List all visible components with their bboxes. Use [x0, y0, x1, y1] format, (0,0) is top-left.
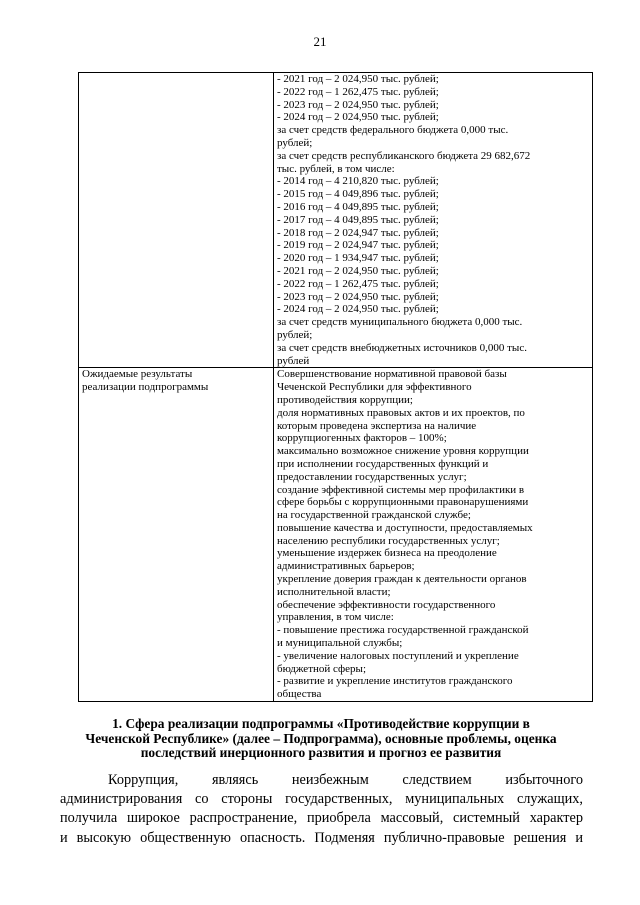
- result-line: создание эффективной системы мер профилактики в: [277, 483, 525, 496]
- results-label-line: реализации подпрограммы: [82, 381, 209, 394]
- result-line: исполнительной власти;: [277, 585, 391, 598]
- funding-line: за счет средств внебюджетных источников 0,000 тыс.: [277, 341, 527, 354]
- result-line: и муниципальной службы;: [277, 637, 403, 650]
- results-label-line: Ожидаемые результаты: [82, 368, 193, 381]
- result-line: общества: [277, 688, 322, 701]
- body-line: Коррупция, являясь неизбежным следствием избыточного: [108, 772, 583, 788]
- funding-line: - 2024 год – 2 024,950 тыс. рублей;: [277, 303, 439, 316]
- funding-line: - 2022 год – 1 262,475 тыс. рублей;: [277, 277, 439, 290]
- page-number: 21: [313, 34, 327, 49]
- result-line: - повышение престижа государственной гражданской: [277, 624, 529, 637]
- result-line: на государственной гражданской службе;: [277, 509, 471, 522]
- result-line: Чеченской Республики для эффективного: [277, 381, 472, 394]
- result-line: - увеличение налоговых поступлений и укрепление: [277, 649, 519, 662]
- result-line: - развитие и укрепление институтов гражданского: [277, 675, 513, 688]
- subprogram-passport-table: [78, 72, 593, 702]
- result-line: противодействия коррупции;: [277, 393, 413, 406]
- result-line: обеспечение эффективности государственного: [277, 598, 496, 611]
- funding-line: рублей: [277, 354, 310, 367]
- funding-line: за счет средств республиканского бюджета 29 682,672: [277, 149, 531, 162]
- result-line: Совершенствование нормативной правовой базы: [277, 368, 507, 381]
- funding-line: - 2014 год – 4 210,820 тыс. рублей;: [277, 175, 439, 188]
- body-paragraph: [60, 771, 583, 848]
- funding-line: - 2023 год – 2 024,950 тыс. рублей;: [277, 98, 439, 111]
- heading-line: последствий инерционного развития и прогноз ее развития: [140, 745, 502, 761]
- result-line: уменьшение издержек бизнеса на преодоление: [277, 547, 497, 560]
- section-heading: [60, 717, 582, 761]
- funding-line: за счет средств муниципального бюджета 0,000 тыс.: [277, 316, 523, 329]
- body-line: и высокую общественную опасность. Подменяя публично-правовые решения и: [60, 829, 583, 846]
- heading-line: Чеченской Республике» (далее – Подпрограмма), основные проблемы, оценка: [85, 730, 557, 746]
- funding-line: за счет средств федерального бюджета 0,000 тыс.: [277, 124, 509, 137]
- funding-line: - 2017 год – 4 049,895 тыс. рублей;: [277, 213, 439, 226]
- result-line: управления, в том числе:: [277, 611, 394, 624]
- result-line: коррупциогенных факторов – 100%;: [277, 432, 447, 445]
- funding-label-cell: [79, 73, 274, 368]
- funding-line: - 2020 год – 1 934,947 тыс. рублей;: [277, 252, 439, 265]
- funding-line: - 2021 год – 2 024,950 тыс. рублей;: [277, 73, 439, 85]
- result-line: максимально возможное снижение уровня коррупции: [277, 445, 529, 458]
- expected-results-label-cell: [79, 368, 274, 702]
- result-line: населению республики государственных услуг;: [277, 534, 500, 547]
- result-line: бюджетной сферы;: [277, 662, 366, 675]
- funding-line: - 2023 год – 2 024,950 тыс. рублей;: [277, 290, 439, 303]
- funding-line: - 2016 год – 4 049,895 тыс. рублей;: [277, 200, 439, 213]
- result-line: укрепление доверия граждан к деятельности органов: [277, 573, 527, 586]
- funding-line: рублей;: [277, 328, 313, 341]
- result-line: доля нормативных правовых актов и их проектов, по: [277, 406, 525, 419]
- heading-line: 1. Сфера реализации подпрограммы «Противодействие коррупции в: [112, 716, 530, 731]
- funding-line: - 2024 год – 2 024,950 тыс. рублей;: [277, 111, 439, 124]
- body-line: получила широкое распространение, приобрела массовый, системный характер: [60, 810, 583, 827]
- funding-line: - 2019 год – 2 024,947 тыс. рублей;: [277, 239, 439, 252]
- funding-line: - 2018 год – 2 024,947 тыс. рублей;: [277, 226, 439, 239]
- funding-line: - 2022 год – 1 262,475 тыс. рублей;: [277, 85, 439, 98]
- body-line: администрирования со стороны государственных, муниципальных служащих,: [60, 791, 583, 808]
- result-line: предоставлении государственных услуг;: [277, 470, 467, 483]
- funding-line: тыс. рублей, в том числе:: [277, 162, 395, 175]
- funding-line: рублей;: [277, 136, 313, 149]
- result-line: которым проведена экспертиза на наличие: [277, 419, 477, 432]
- table-row-funding: [79, 73, 593, 368]
- result-line: повышение качества и доступности, предоставляемых: [277, 521, 533, 534]
- result-line: административных барьеров;: [277, 560, 415, 573]
- funding-line: - 2015 год – 4 049,896 тыс. рублей;: [277, 188, 439, 201]
- expected-results-value-cell: [274, 368, 593, 702]
- table-row-expected-results: [79, 368, 593, 702]
- funding-value-cell: [274, 73, 593, 368]
- funding-line: - 2021 год – 2 024,950 тыс. рублей;: [277, 264, 439, 277]
- result-line: сфере борьбы с коррупционными правонарушениями: [277, 496, 529, 509]
- result-line: при исполнении государственных функций и: [277, 457, 489, 470]
